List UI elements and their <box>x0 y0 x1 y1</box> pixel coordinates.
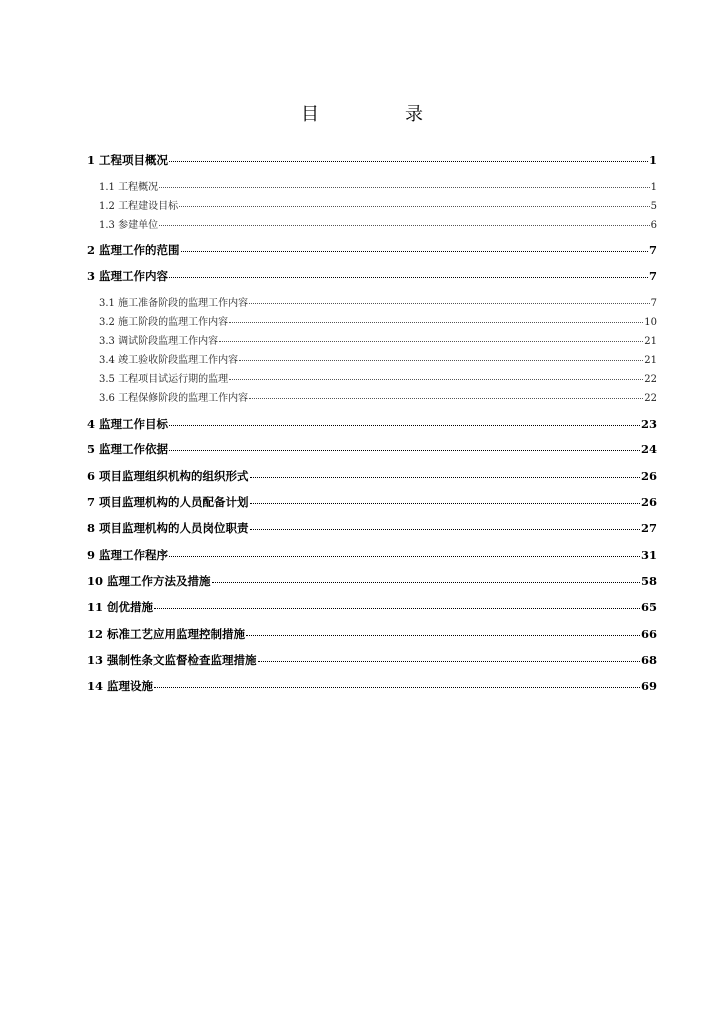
toc-entry-label: 14 监理设施 <box>87 679 154 693</box>
toc-subentry[interactable] <box>87 178 657 193</box>
toc-page-number: 22 <box>644 393 657 404</box>
toc-entry-label: 4 监理工作目标 <box>87 417 169 431</box>
dot-leader <box>181 251 648 252</box>
toc-page-number: 21 <box>644 336 657 347</box>
dot-leader <box>250 477 640 478</box>
dot-leader <box>239 360 643 361</box>
toc-entry-label: 3 监理工作内容 <box>87 269 169 283</box>
dot-leader <box>250 529 640 530</box>
toc-entry-label: 2 监理工作的范围 <box>87 243 180 257</box>
dot-leader <box>246 635 640 636</box>
toc-entry[interactable] <box>87 547 657 563</box>
toc-entry-label: 1.2 工程建设目标 <box>99 201 179 212</box>
dot-leader <box>154 687 640 688</box>
toc-entry-label: 3.1 施工准备阶段的监理工作内容 <box>99 298 249 309</box>
toc-page-number: 68 <box>640 653 657 667</box>
toc-page-number: 10 <box>644 317 657 328</box>
toc-entry-label: 5 监理工作依据 <box>87 442 169 456</box>
dot-leader <box>219 341 643 342</box>
dot-leader <box>159 187 650 188</box>
toc-page-number: 1 <box>648 153 657 167</box>
toc-entry-label: 7 项目监理机构的人员配备计划 <box>87 495 249 509</box>
toc-subentry[interactable] <box>87 351 657 366</box>
toc-page-number: 1 <box>650 182 657 193</box>
toc-subentry[interactable] <box>87 197 657 212</box>
toc-subentry[interactable] <box>87 294 657 309</box>
toc-page-number: 23 <box>640 417 657 431</box>
dot-leader <box>154 608 640 609</box>
dot-leader <box>179 206 650 207</box>
toc-entry[interactable] <box>87 626 657 642</box>
toc-page-number: 58 <box>640 574 657 588</box>
dot-leader <box>169 450 640 451</box>
toc-subentry[interactable] <box>87 370 657 385</box>
toc-page-number: 65 <box>640 600 657 614</box>
toc-entry-label: 9 监理工作程序 <box>87 548 169 562</box>
dot-leader <box>159 225 650 226</box>
toc-subentry[interactable] <box>87 332 657 347</box>
dot-leader <box>169 425 640 426</box>
toc-entry-label: 3.4 竣工验收阶段监理工作内容 <box>99 355 239 366</box>
toc-page-number: 69 <box>640 679 657 693</box>
toc-page-number: 66 <box>640 627 657 641</box>
toc-subentry[interactable] <box>87 389 657 404</box>
dot-leader <box>258 661 640 662</box>
toc-entry[interactable] <box>87 678 657 694</box>
toc-entry[interactable] <box>87 573 657 589</box>
toc-page-number: 6 <box>650 220 657 231</box>
toc-entry-label: 3.6 工程保修阶段的监理工作内容 <box>99 393 249 404</box>
toc-entry[interactable] <box>87 416 657 432</box>
dot-leader <box>169 277 648 278</box>
dot-leader <box>250 503 640 504</box>
toc-title: 目 录 <box>301 104 457 125</box>
dot-leader <box>229 322 643 323</box>
toc-entry[interactable] <box>87 652 657 668</box>
toc-entry[interactable] <box>87 468 657 484</box>
toc-page-number: 21 <box>644 355 657 366</box>
toc-entry[interactable] <box>87 441 657 457</box>
dot-leader <box>169 161 648 162</box>
toc-entry[interactable] <box>87 494 657 510</box>
toc-entry-label: 8 项目监理机构的人员岗位职责 <box>87 521 249 535</box>
toc-page-number: 26 <box>640 469 657 483</box>
toc-page-number: 5 <box>650 201 657 212</box>
toc-entry-label: 1.1 工程概况 <box>99 182 159 193</box>
toc-entry-label: 1 工程项目概况 <box>87 153 169 167</box>
toc-page-number: 7 <box>648 243 657 257</box>
dot-leader <box>229 379 643 380</box>
toc-entry[interactable] <box>87 268 657 284</box>
toc-entry-label: 13 强制性条文监督检查监理措施 <box>87 653 257 667</box>
toc-subentry[interactable] <box>87 216 657 231</box>
dot-leader <box>212 582 640 583</box>
dot-leader <box>169 556 640 557</box>
toc-page-number: 27 <box>640 521 657 535</box>
toc-entry[interactable] <box>87 520 657 536</box>
toc-page-number: 7 <box>648 269 657 283</box>
dot-leader <box>249 303 650 304</box>
toc-entry[interactable] <box>87 152 657 168</box>
toc-entry-label: 11 创优措施 <box>87 600 154 614</box>
toc-entry-label: 12 标准工艺应用监理控制措施 <box>87 627 246 641</box>
toc-entry-label: 3.3 调试阶段监理工作内容 <box>99 336 219 347</box>
toc-page-number: 26 <box>640 495 657 509</box>
toc-page-number: 7 <box>650 298 657 309</box>
toc-subentry[interactable] <box>87 313 657 328</box>
toc-entry[interactable] <box>87 599 657 615</box>
toc-entry-label: 3.2 施工阶段的监理工作内容 <box>99 317 229 328</box>
toc-page-number: 31 <box>640 548 657 562</box>
toc-entry-label: 6 项目监理组织机构的组织形式 <box>87 469 249 483</box>
toc-page-number: 24 <box>640 442 657 456</box>
toc-page-number: 22 <box>644 374 657 385</box>
toc-entry-label: 1.3 参建单位 <box>99 220 159 231</box>
toc-entry-label: 10 监理工作方法及措施 <box>87 574 211 588</box>
toc-entry-label: 3.5 工程项目试运行期的监理 <box>99 374 229 385</box>
dot-leader <box>249 398 643 399</box>
toc-entry[interactable] <box>87 242 657 258</box>
